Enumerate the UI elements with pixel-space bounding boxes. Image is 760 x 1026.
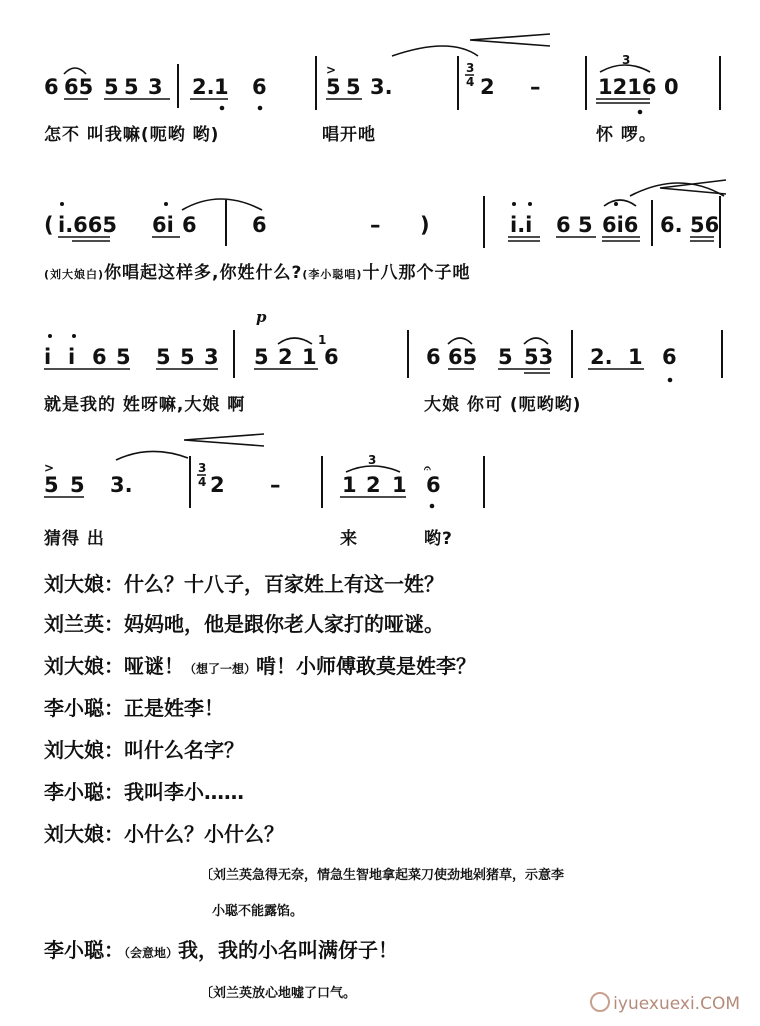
note: 5 — [498, 345, 513, 369]
note: 1 — [628, 345, 643, 369]
lyric-line — [44, 258, 470, 283]
note: i — [68, 345, 76, 369]
note: i.i — [510, 213, 533, 237]
speaker-name: 李小聪： — [44, 696, 124, 720]
speaker-name: 刘大娘： — [44, 572, 124, 596]
note: 2 — [480, 75, 495, 99]
note: – — [270, 473, 281, 497]
note: 6 — [556, 213, 571, 237]
note: ( — [44, 213, 54, 237]
note: 56 — [690, 213, 720, 237]
lyric-line: 哟? — [424, 529, 453, 549]
speaker-note: (李小聪唱) — [302, 268, 363, 281]
meter-bottom: 4 — [198, 475, 207, 489]
note: 5 — [44, 473, 59, 497]
dialogue-line — [44, 776, 244, 805]
note: 2. — [192, 75, 215, 99]
meter-bottom: 4 — [466, 75, 475, 89]
stage-direction: 〔刘兰英放心地嘘了口气。 — [200, 986, 357, 1001]
note: 2 — [278, 345, 293, 369]
note: – — [370, 213, 381, 237]
stage-direction: 小聪不能露馅。 — [212, 904, 304, 919]
dialogue-line — [44, 568, 444, 597]
dialogue-text: 正是姓李！ — [124, 696, 224, 720]
dialogue-line — [44, 934, 398, 963]
note: i — [44, 345, 52, 369]
lyric-line: 大娘 你可 (呃哟哟) — [424, 395, 582, 415]
dialogue-text: 我，我的小名叫满伢子！ — [178, 938, 399, 962]
stage-aside: （会意地） — [124, 946, 179, 960]
accent-mark: > — [326, 63, 337, 77]
dialogue-line — [44, 818, 284, 847]
triplet-mark: 3 — [622, 53, 631, 67]
score-row-2 — [44, 180, 726, 248]
note: 6 — [426, 473, 441, 497]
note: i.665 — [58, 213, 118, 237]
speaker-note: (刘大娘白) — [44, 268, 105, 281]
note: 6 — [662, 345, 677, 369]
speaker-name: 李小聪： — [44, 780, 124, 804]
grace-note: 1 — [318, 333, 327, 347]
note: 1 — [302, 345, 317, 369]
score-row-4 — [44, 434, 484, 508]
dialogue-line — [44, 692, 224, 721]
speaker-name: 刘大娘： — [44, 822, 124, 846]
note: 6. — [660, 213, 683, 237]
lyric-line: 怀 啰。 — [596, 125, 657, 145]
note: 5 — [180, 345, 195, 369]
dialogue-line — [44, 734, 244, 763]
dialogue-text: 叫什么名字？ — [124, 738, 244, 762]
dialogue-text: 什么？十八子，百家姓上有这一姓？ — [124, 572, 444, 596]
lyric-line: 唱开吔 — [322, 125, 376, 145]
watermark-logo-icon — [590, 992, 610, 1012]
speaker-name: 刘大娘： — [44, 738, 124, 762]
stage-direction: 〔刘兰英急得无奈，情急生智地拿起菜刀使劲地剁猪草，示意李 — [200, 868, 565, 883]
note: 5 — [578, 213, 593, 237]
note: 5 — [104, 75, 119, 99]
note: 6 — [92, 345, 107, 369]
note: 3. — [370, 75, 393, 99]
watermark-text: iyuexuexi.COM — [613, 994, 740, 1014]
note: ) — [420, 213, 430, 237]
lyric-line: 来 — [340, 529, 358, 549]
note: 5 — [156, 345, 171, 369]
watermark — [590, 992, 740, 1014]
lyric-line: 就是我的 姓呀嘛,大娘 啊 — [44, 395, 246, 415]
note: 1 — [214, 75, 229, 99]
score-row-1 — [44, 34, 720, 114]
note: 3 — [148, 75, 163, 99]
note: 3. — [110, 473, 133, 497]
dialogue-text: 我叫李小…… — [124, 780, 244, 804]
dialogue-text: 小什么？小什么？ — [124, 822, 284, 846]
lyric-text: 十八那个子吔 — [362, 263, 471, 283]
note: 5 — [254, 345, 269, 369]
dialogue-text: 啃！小师傅敢莫是姓李？ — [256, 654, 477, 678]
speaker-name: 李小聪： — [44, 938, 124, 962]
note: 6 — [324, 345, 339, 369]
note: 65 — [448, 345, 478, 369]
speaker-name: 刘兰英： — [44, 612, 124, 636]
lyric-text: 你唱起这样多,你姓什么? — [104, 263, 303, 283]
lyric-line: 猜得 出 — [44, 529, 105, 549]
note: 6 — [252, 75, 267, 99]
meter-top: 3 — [466, 61, 475, 75]
note: 6i — [152, 213, 174, 237]
speaker-name: 刘大娘： — [44, 654, 124, 678]
fermata-mark: 𝄐 — [424, 461, 431, 475]
note: 6i6 — [602, 213, 639, 237]
triplet-mark: 3 — [368, 453, 377, 467]
note: 5 — [346, 75, 361, 99]
note: 0 — [664, 75, 679, 99]
note: 53 — [524, 345, 554, 369]
dialogue-line — [44, 608, 444, 637]
score-row-3 — [44, 308, 722, 382]
note: 1 — [342, 473, 357, 497]
note: 1 — [392, 473, 407, 497]
note: 5 — [326, 75, 341, 99]
lyric-line: 怎不 叫我嘛(呃哟 哟) — [44, 125, 220, 145]
stage-aside: （想了一想） — [184, 662, 257, 676]
note: 1216 — [598, 75, 657, 99]
dialogue-text: 妈妈吔，他是跟你老人家打的哑谜。 — [124, 612, 444, 636]
note: 2 — [210, 473, 225, 497]
accent-mark: > — [44, 461, 55, 475]
dialogue-line — [44, 650, 476, 679]
note: 3 — [204, 345, 219, 369]
note: 2. — [590, 345, 613, 369]
note: 6 — [44, 75, 59, 99]
note: 5 — [124, 75, 139, 99]
dynamic-mark: p — [256, 308, 267, 326]
note: 65 — [64, 75, 94, 99]
dialogue-text: 哑谜！ — [124, 654, 184, 678]
note: 5 — [70, 473, 85, 497]
note: 6 — [252, 213, 267, 237]
meter-top: 3 — [198, 461, 207, 475]
note: – — [530, 75, 541, 99]
note: 2 — [366, 473, 381, 497]
note: 6 — [182, 213, 197, 237]
note: 6 — [426, 345, 441, 369]
note: 5 — [116, 345, 131, 369]
